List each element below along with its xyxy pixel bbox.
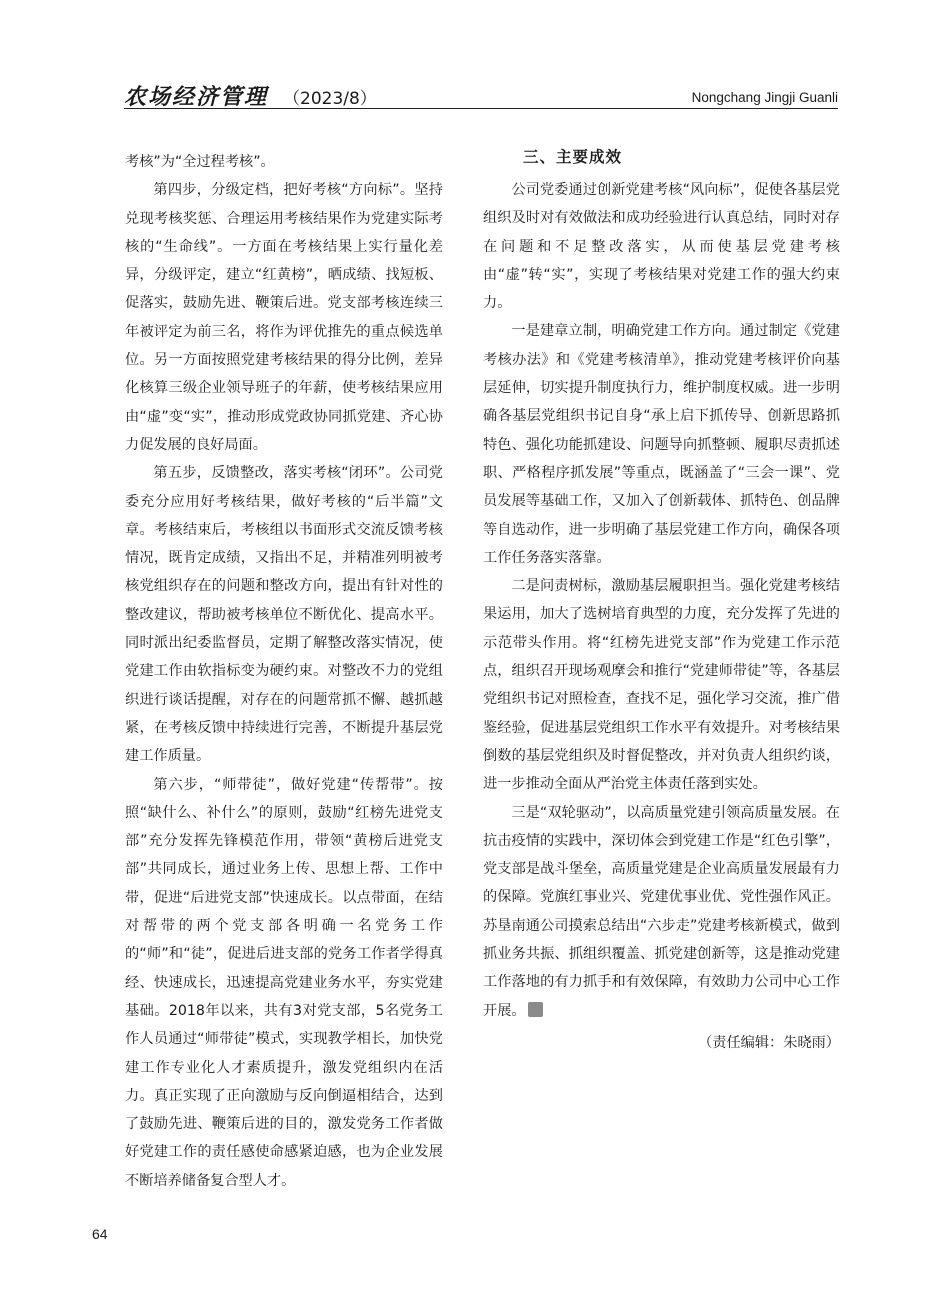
editor-note: （责任编辑：朱晓雨） <box>698 1034 840 1051</box>
page-number: 64 <box>92 1226 108 1242</box>
paragraph: 第四步，分级定档，把好考核“方向标”。坚持兑现考核奖惩、合理运用考核结果作为党建实际考核的“生命线”。一方面在考核结果上实行量化差异，分级评定，建立“红黄榜”，晒成绩、找短板、促落实，鼓励先进、鞭策后进。党支部考核连续三年被评定为前三名，将作为评优推先的重点候选单位。另一方面按照党建考核结果的得分比例，差异化核算三级企业领导班子的年薪，使考核结果应用由“虚”变“实”，推动形成党政协同抓党建、齐心协力促发展的良好局面。 <box>125 182 443 453</box>
paragraph: 公司党委通过创新党建考核“风向标”，促使各基层党组织及时对有效做法和成功经验进行认真总结，同时对存在问题和不足整改落实，从而使基层党建考核由“虚”转“实”，实现了考核结果对党建工作的强大约束力。 <box>483 182 840 312</box>
issue-label: （2023/8） <box>283 89 377 109</box>
paragraph: 考核”为“全过程考核”。 <box>125 154 275 170</box>
end-mark-icon <box>528 1002 543 1017</box>
header-rule <box>124 108 838 109</box>
last-paragraph <box>483 799 840 1025</box>
paragraph: 第六步，“师带徒”，做好党建“传帮带”。按照“缺什么、补什么”的原则，鼓励“红榜先进党支部”充分发挥先锋模范作用，带领“黄榜后进党支部”共同成长，通过业务上传、思想上帮、工作中带，促进“后进党支部”快速成长。以点带面，在结对帮带的两个党支部各明确一名党务工作的“师”和“徒”，促进后进支部的党务工作者学得真经、快速成长，迅速提高党建业务水平，夯实党建基础。2018年以来，共有3对党支部，5名党务工作人员通过“师带徒”模式，实现教学相长，加快党建工作专业化人才素质提升，激发党组织内在活力。真正实现了正向激励与反向倒逼相结合，达到了鼓励先进、鞭策后进的目的，激发党务工作者做好党建工作的责任感使命感紧迫感，也为企业发展不断培养储备复合型人才。 <box>125 776 443 1189</box>
left-column <box>125 148 443 1195</box>
journal-title: 农场经济管理 <box>124 84 269 110</box>
right-column <box>483 148 840 1057</box>
journal-pinyin: Nongchang Jingji Guanli <box>691 90 838 105</box>
paragraph: 二是问责树标，激励基层履职担当。强化党建考核结果运用，加大了选树培育典型的力度，充分发挥了先进的示范带头作用。将“红榜先进党支部”作为党建工作示范点，组织召开现场观摩会和推行“党建师带徒”等，各基层党组织书记对照检查，查找不足，强化学习交流，推广借鉴经验，促进基层党组织工作水平有效提升。对考核结果倒数的基层党组织及时督促整改，并对负责人组织约谈，进一步推动全面从严治党主体责任落到实处。 <box>483 578 840 793</box>
section-title: 三、主要成效 <box>523 148 623 166</box>
paragraph: 第五步，反馈整改，落实考核“闭环”。公司党委充分应用好考核结果，做好考核的“后半篇”文章。考核结束后，考核组以书面形式交流反馈考核情况，既肯定成绩，又指出不足，并精准列明被考核党组织存在的问题和整改方向，提出有针对性的整改建议，帮助被考核单位不断优化、提高水平。同时派出纪委监督员，定期了解整改落实情况，使党建工作由软指标变为硬约束。对整改不力的党组织进行谈话提醒，对存在的问题常抓不懈、越抓越紧，在考核反馈中持续进行完善，不断提升基层党建工作质量。 <box>125 465 443 765</box>
paragraph: 一是建章立制，明确党建工作方向。通过制定《党建考核办法》和《党建考核清单》，推动党建考核评价向基层延伸，切实提升制度执行力，维护制度权威。进一步明确各基层党组织书记自身“承上启下抓传导、创新思路抓特色、强化功能抓建设、问题导向抓整顿、履职尽责抓述职、严格程序抓发展”等重点，既涵盖了“三会一课”、党员发展等基础工作，又加入了创新载体、抓特色、创品牌等自选动作，进一步明确了基层党建工作方向，确保各项工作任务落实落靠。 <box>483 323 840 566</box>
paragraph-text: 三是“双轮驱动”，以高质量党建引领高质量发展。在抗击疫情的实践中，深切体会到党建工作是“红色引擎”，党支部是战斗堡垒，高质量党建是企业高质量发展最有力的保障。党旗红事业兴、党建优事业优、党性强作风正。苏垦南通公司摸索总结出“六步走”党建考核新模式，做到抓业务共振、抓组织覆盖、抓党建创新等，这是推动党建工作落地的有力抓手和有效保障，有效助力公司中心工作开展。 <box>483 804 840 1019</box>
